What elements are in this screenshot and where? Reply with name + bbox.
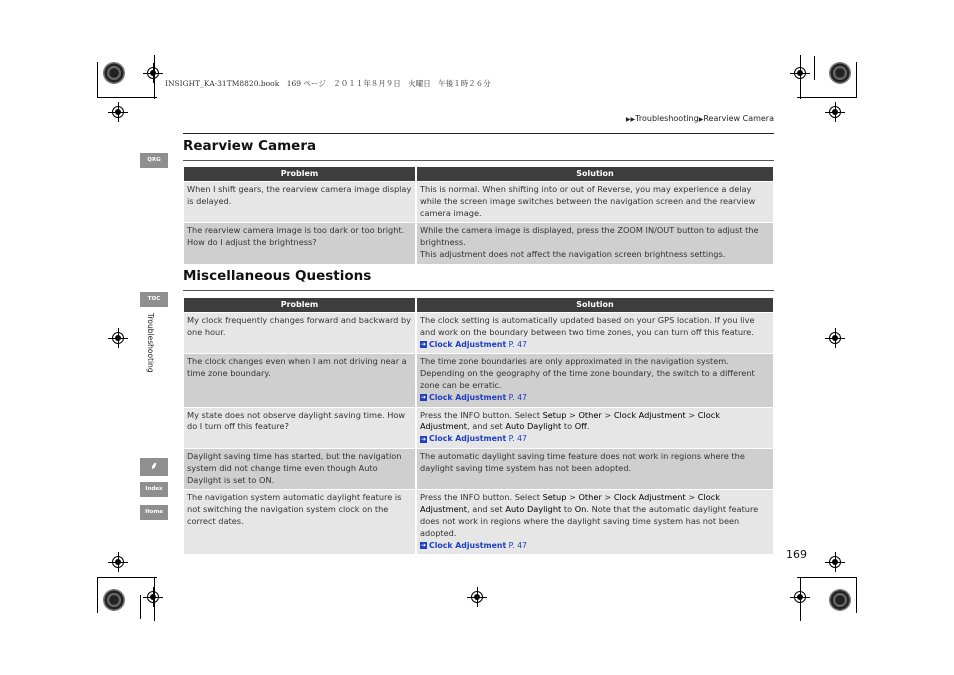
column-header-solution: Solution — [417, 167, 773, 181]
table-header-row — [184, 298, 773, 312]
solution-text: Press the INFO button. Select Setup > Other > Clock Adjustment > Clock Adjustment, and set Auto Daylight to On. Note that the automatic daylight feature does not work in regions where the daylight saving time system has not been adopted. — [420, 492, 759, 538]
clock-adjustment-link[interactable]: ➔ Clock Adjustment P. 47 — [420, 540, 528, 550]
crosshair-icon — [143, 63, 163, 83]
crosshair-icon — [108, 102, 128, 122]
table-row — [184, 354, 773, 406]
problem-cell: My clock frequently changes forward and backward by one hour. — [184, 313, 415, 353]
rearview-table — [182, 166, 775, 265]
solution-text: This adjustment does not affect the navigation screen brightness settings. — [420, 248, 726, 259]
problem-cell: My state does not observe daylight saving time. How do I turn off this feature? — [184, 408, 415, 448]
title-underline — [183, 290, 774, 291]
solution-cell — [417, 354, 773, 406]
page-number: 169 — [786, 548, 807, 561]
reference-arrow-icon: ➔ — [420, 341, 427, 349]
table-row — [184, 490, 773, 554]
crosshair-icon — [467, 587, 487, 607]
crosshair-icon — [825, 328, 845, 348]
clock-adjustment-link[interactable]: ➔ Clock Adjustment P. 47 — [420, 392, 528, 402]
print-info: INSIGHT_KA-31TM8820.book 169 ページ ２０１１年８月９日 火曜日 午後１時２６分 — [165, 79, 491, 88]
column-header-problem: Problem — [184, 298, 415, 312]
registration-disc-icon — [829, 589, 851, 611]
registration-disc-icon — [103, 62, 125, 84]
reference-arrow-icon: ➔ — [420, 542, 427, 550]
table-row — [184, 408, 773, 448]
column-header-problem: Problem — [184, 167, 415, 181]
problem-cell: When I shift gears, the rearview camera image display is delayed. — [184, 182, 415, 222]
reference-arrow-icon: ➔ — [420, 394, 427, 402]
column-header-solution: Solution — [417, 298, 773, 312]
solution-text: The time zone boundaries are only approximated in the navigation system. Depending on the geography of the time zone boundary, the switch to a different zone can be erratic. — [420, 356, 755, 390]
title-underline — [183, 160, 774, 161]
registration-disc-icon — [829, 62, 851, 84]
problem-cell: Daylight saving time has started, but the navigation system did not change time even though Auto Daylight is set to ON. — [184, 449, 415, 489]
crosshair-icon — [108, 328, 128, 348]
table-row — [184, 449, 773, 489]
index-tab[interactable]: Index — [140, 482, 168, 497]
clock-adjustment-link[interactable]: ➔ Clock Adjustment P. 47 — [420, 339, 528, 349]
title-rule — [183, 133, 774, 134]
breadcrumb-parent[interactable]: Troubleshooting — [635, 114, 699, 123]
breadcrumb-arrow-icon: ▶ — [698, 116, 704, 123]
registration-disc-icon — [103, 589, 125, 611]
breadcrumb — [626, 114, 774, 123]
voice-command-tab[interactable] — [140, 458, 168, 476]
crosshair-icon — [143, 587, 163, 607]
toc-tab[interactable]: TOC — [140, 292, 168, 307]
table-row — [184, 223, 773, 263]
section-title-misc: Miscellaneous Questions — [183, 268, 372, 284]
problem-cell: The clock changes even when I am not driving near a time zone boundary. — [184, 354, 415, 406]
clock-adjustment-link[interactable]: ➔ Clock Adjustment P. 47 — [420, 434, 528, 444]
solution-cell — [417, 313, 773, 353]
solution-cell: This is normal. When shifting into or out of Reverse, you may experience a delay while the screen image switches between the navigation screen and the rearview camera image. — [417, 182, 773, 222]
breadcrumb-current: Rearview Camera — [703, 114, 774, 123]
table-row — [184, 182, 773, 222]
problem-cell: The navigation system automatic daylight feature is not switching the navigation system clock on the correct dates. — [184, 490, 415, 554]
crosshair-icon — [825, 552, 845, 572]
crosshair-icon — [108, 552, 128, 572]
solution-cell: The automatic daylight saving time feature does not work in regions where the daylight saving time system has not been adopted. — [417, 449, 773, 489]
reference-arrow-icon: ➔ — [420, 435, 427, 443]
crosshair-icon — [825, 102, 845, 122]
qrg-tab[interactable]: QRG — [140, 153, 168, 168]
section-title-rearview: Rearview Camera — [183, 138, 317, 154]
solution-cell — [417, 408, 773, 448]
home-tab[interactable]: Home — [140, 505, 168, 520]
misc-table — [182, 297, 775, 555]
problem-cell: The rearview camera image is too dark or too bright. How do I adjust the brightness? — [184, 223, 415, 263]
solution-text: The clock setting is automatically updated based on your GPS location. If you live and work on the boundary between two time zones, you can turn off this feature. — [420, 315, 755, 337]
solution-text: Press the INFO button. Select Setup > Other > Clock Adjustment > Clock Adjustment, and set Auto Daylight to Off. — [420, 409, 720, 432]
solution-cell — [417, 490, 773, 554]
table-row — [184, 313, 773, 353]
breadcrumb-arrow-icon: ▶▶ — [625, 116, 636, 123]
section-side-label: Troubleshooting — [146, 313, 155, 373]
table-header-row — [184, 167, 773, 181]
solution-text: While the camera image is displayed, press the ZOOM IN/OUT button to adjust the brightness. — [420, 225, 759, 248]
voice-command-icon: ⸙ — [150, 461, 158, 472]
solution-cell — [417, 223, 773, 263]
